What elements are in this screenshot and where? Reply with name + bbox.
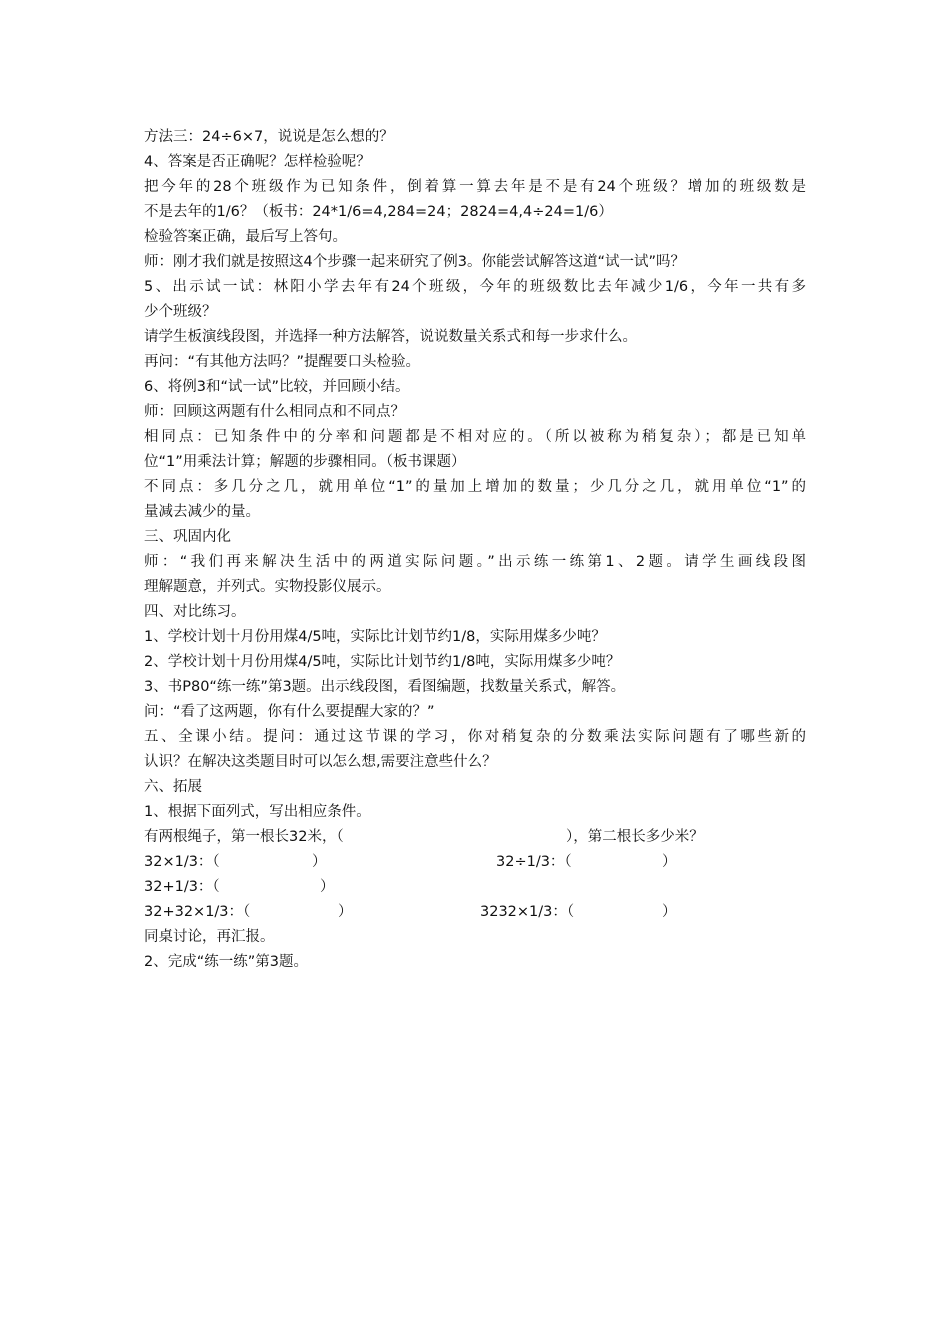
text-line: 方法三：24÷6×7，说说是怎么想的？ bbox=[144, 129, 394, 145]
section-heading: 四、对比练习。 bbox=[144, 604, 246, 620]
fill-blank-prompt-end: ），第二根长多少米？ bbox=[566, 829, 704, 845]
expression-label: 32×1/3：（ bbox=[144, 854, 220, 870]
text-line: 再问：“有其他方法吗？”提醒要口头检验。 bbox=[144, 354, 421, 370]
text-line: 4、答案是否正确呢？怎样检验呢？ bbox=[144, 154, 371, 170]
text-line: 师：刚才我们就是按照这4个步骤一起来研究了例3。你能尝试解答这道“试一试”吗？ bbox=[144, 254, 685, 270]
blank-close: ） bbox=[312, 854, 327, 870]
blank-close: ） bbox=[662, 854, 677, 870]
text-line: 认识？在解决这类题目时可以怎么想,需要注意些什么？ bbox=[144, 754, 497, 770]
text-line: 1、学校计划十月份用煤4/5吨，实际比计划节约1/8，实际用煤多少吨？ bbox=[144, 629, 606, 645]
text-line: 问：“看了这两题，你有什么要提醒大家的？” bbox=[144, 704, 435, 720]
text-line: 五、全课小结。提问：通过这节课的学习，你对稍复杂的分数乘法实际问题有了哪些新的 bbox=[144, 729, 806, 745]
text-line: 1、根据下面列式，写出相应条件。 bbox=[144, 804, 371, 820]
text-line: 请学生板演线段图，并选择一种方法解答，说说数量关系式和每一步求什么。 bbox=[144, 329, 637, 345]
text-line: 同桌讨论，再汇报。 bbox=[144, 929, 275, 945]
section-heading: 六、拓展 bbox=[144, 779, 202, 795]
text-line: 2、完成“练一练”第3题。 bbox=[144, 954, 308, 970]
text-line: 位“1”用乘法计算；解题的步骤相同。（板书课题） bbox=[144, 454, 466, 470]
expression-label: 32+1/3：（ bbox=[144, 879, 220, 895]
text-line: 不同点：多几分之几，就用单位“1”的量加上增加的数量；少几分之几，就用单位“1”的 bbox=[144, 479, 806, 495]
fill-blank-prompt: 有两根绳子，第一根长32米，（ bbox=[144, 829, 344, 845]
text-line: 少个班级？ bbox=[144, 304, 217, 320]
text-line: 把今年的28个班级作为已知条件，倒着算一算去年是不是有24个班级？增加的班级数是 bbox=[144, 179, 806, 195]
blank-close: ） bbox=[320, 879, 335, 895]
text-line: 相同点：已知条件中的分率和问题都是不相对应的。（所以被称为稍复杂）；都是已知单 bbox=[144, 429, 806, 445]
text-line: 3、书P80“练一练”第3题。出示线段图，看图编题，找数量关系式，解答。 bbox=[144, 679, 626, 695]
text-line: 师：“我们再来解决生活中的两道实际问题。”出示练一练第1、2题。请学生画线段图 bbox=[144, 554, 806, 570]
expression-label: 32+32×1/3：（ bbox=[144, 904, 251, 920]
text-line: 师：回顾这两题有什么相同点和不同点？ bbox=[144, 404, 405, 420]
expression-label: 32÷1/3：（ bbox=[496, 854, 572, 870]
text-line: 6、将例3和“试一试”比较，并回顾小结。 bbox=[144, 379, 410, 395]
text-line: 不是去年的1/6？（板书：24*1/6=4,284=24；2824=4,4÷24=1/6） bbox=[144, 204, 613, 220]
text-line: 量减去减少的量。 bbox=[144, 504, 260, 520]
text-line: 2、学校计划十月份用煤4/5吨，实际比计划节约1/8吨，实际用煤多少吨？ bbox=[144, 654, 621, 670]
expression-label: 3232×1/3：（ bbox=[480, 904, 575, 920]
section-heading: 三、巩固内化 bbox=[144, 529, 231, 545]
text-line: 理解题意，并列式。实物投影仪展示。 bbox=[144, 579, 391, 595]
blank-close: ） bbox=[662, 904, 677, 920]
text-line: 检验答案正确，最后写上答句。 bbox=[144, 229, 347, 245]
text-line: 5、出示试一试：林阳小学去年有24个班级，今年的班级数比去年减少1/6，今年一共有多 bbox=[144, 279, 806, 295]
blank-close: ） bbox=[338, 904, 353, 920]
